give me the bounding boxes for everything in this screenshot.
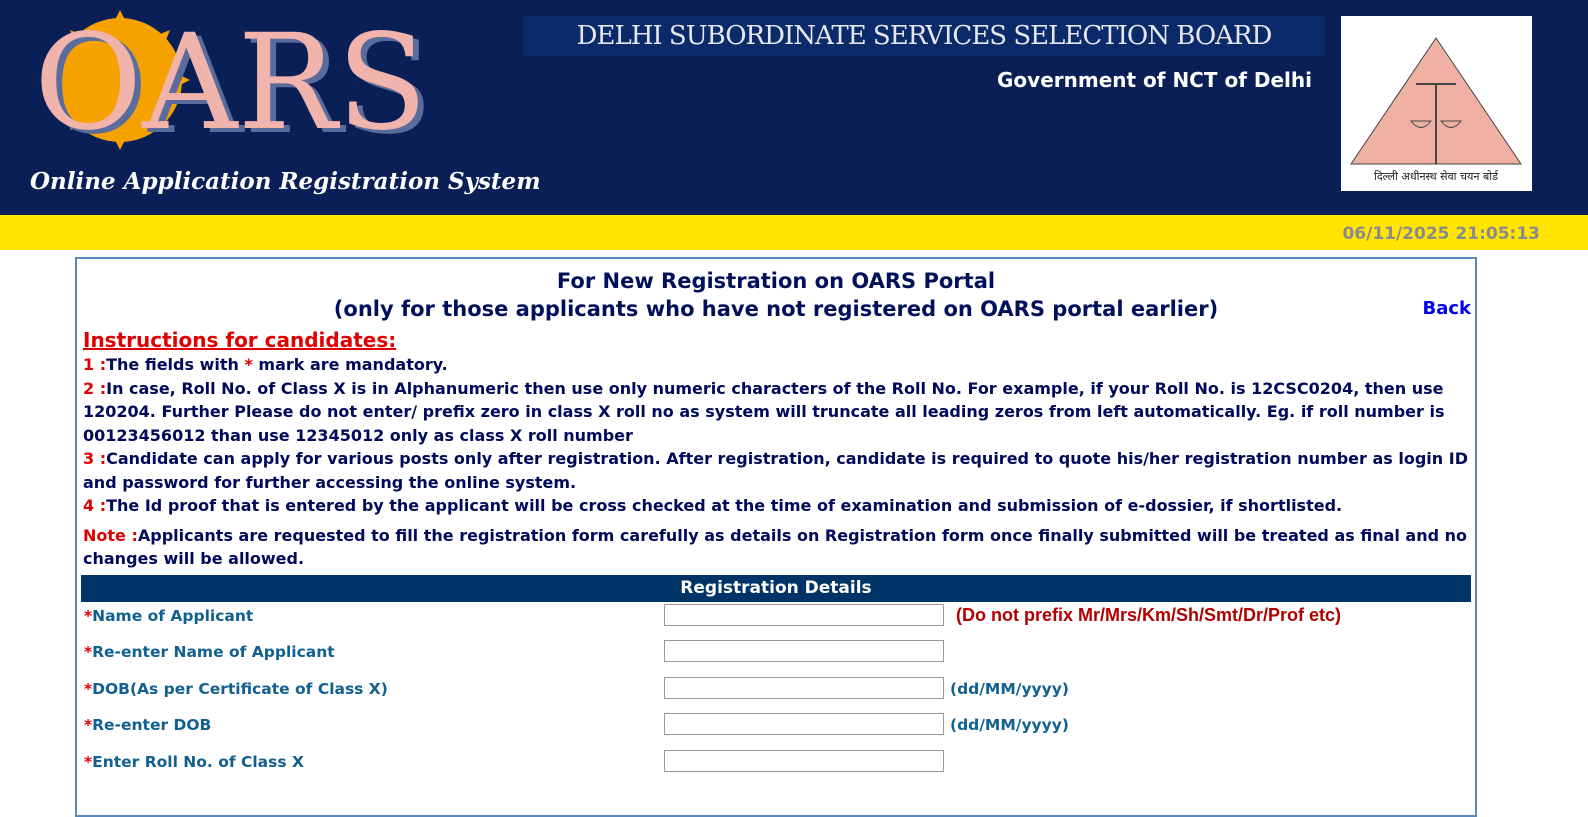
page-subtitle: (only for those applicants who have not registered on OARS portal earlier) [333,297,1219,321]
field-name: *Name of Applicant (Do not prefix Mr/Mrs/Km/Sh/Smt/Dr/Prof etc) [84,604,1342,625]
dob-input[interactable] [664,677,944,699]
logo-text: OARS [34,10,428,160]
board-name: DELHI SUBORDINATE SERVICES SELECTION BOARD [523,16,1325,56]
field-dob: *DOB(As per Certificate of Class X) (dd/MM/yyyy) [84,675,1471,712]
instructions [81,327,1471,571]
reenter-name-input[interactable] [664,640,944,662]
oars-logo [20,10,520,160]
section-header: Registration Details [81,575,1471,602]
instruction-3: 3 :Candidate can apply for various posts only after registration. After registration, candidate is required to quote his/her registration number as login ID and password for further accessing the online system. [83,449,1468,492]
note: Note :Applicants are requested to fill the registration form carefully as details on Registration form once finally submitted will be treated as final and no changes will be allowed. [83,525,1468,568]
govt-name: Government of NCT of Delhi [997,68,1312,92]
name-hint: (Do not prefix Mr/Mrs/Km/Sh/Smt/Dr/Prof etc) [956,604,1342,625]
date-bar [0,215,1588,250]
dob-format-hint: (dd/MM/yyyy) [950,679,1069,698]
emblem-text: दिल्ली अधीनस्थ सेवा चयन बोर्ड [1373,170,1499,183]
instructions-heading: Instructions for candidates: [83,328,397,352]
registration-panel [75,257,1477,817]
reenter-dob-format-hint: (dd/MM/yyyy) [950,716,1069,734]
page-title: For New Registration on OARS Portal [556,269,996,293]
dsssb-emblem [1341,16,1532,191]
instruction-2: 2 :In case, Roll No. of Class X is in Alphanumeric then use only numeric characters of the Roll No. For example, if your Roll No. is 12CSC0204, then use 120204. Further Please do not enter/ prefix zero in class X roll no as system will truncate all leading zeros from left automatically. Eg. if roll number is 00123456012 than use 12345012 only as class X roll number [83,378,1445,445]
site-header [0,0,1588,215]
instruction-4: 4 :The Id proof that is entered by the applicant will be cross checked at the time of examination and submission of e-dossier, if shortlisted. [83,496,1343,515]
field-roll-no: *Enter Roll No. of Class X [84,748,1471,785]
page-titles [81,267,1471,323]
reenter-dob-input[interactable] [664,713,944,735]
field-reenter-dob: *Re-enter DOB (dd/MM/yyyy) [84,711,1471,748]
logo-subtitle: Online Application Registration System [30,168,541,195]
current-datetime: 06/11/2025 21:05:13 [1342,224,1540,244]
instruction-1: 1 :The fields with * mark are mandatory. [83,355,448,374]
field-reenter-name: *Re-enter Name of Applicant [84,638,1471,675]
back-link[interactable]: Back [1422,298,1471,319]
name-input[interactable] [664,604,944,626]
roll-no-input[interactable] [664,750,944,772]
